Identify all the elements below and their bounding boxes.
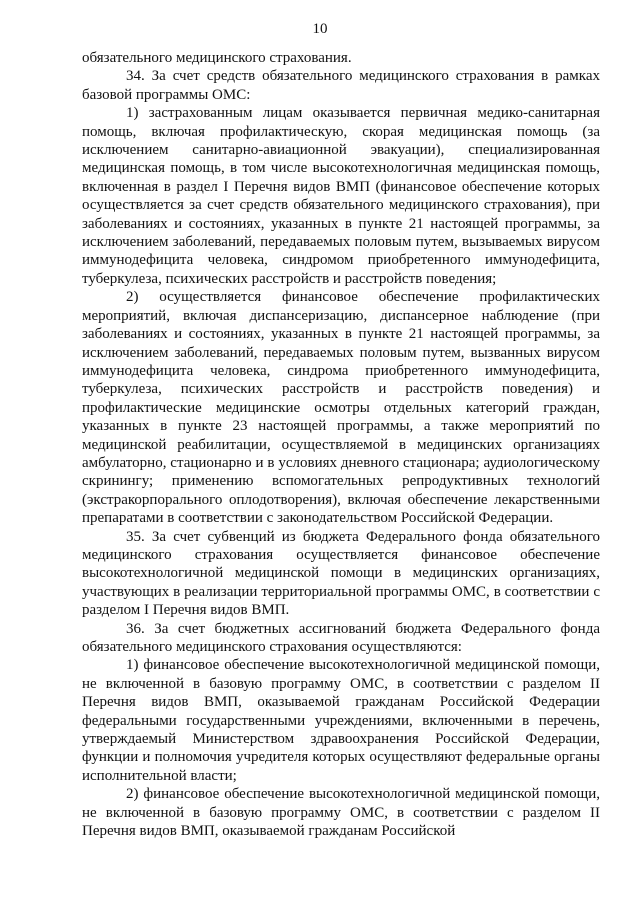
paragraph-item-36-2: 2) финансовое обеспечение высокотехнологичной медицинской помощи, не включенной в базовую программу ОМС, в соответствии с разделом II Перечня видов ВМП, оказываемой гражданам Российской — [82, 786, 600, 840]
paragraph-item-36-1: 1) финансовое обеспечение высокотехнологичной медицинской помощи, не включенной в базовую программу ОМС, в соответствии с разделом II Перечня видов ВМП, оказываемой гражданам Российской Федерации федеральными государственными учреждениями, включенными в перечень, утверждаемый Министерством здравоохранения Российской Федерации, функции и полномочия учредителя которых осуществляют федеральные органы исполнительной власти; — [82, 657, 600, 784]
paragraph-continuation: обязательного медицинского страхования. — [82, 50, 352, 66]
paragraph-item-36: 36. За счет бюджетных ассигнований бюджета Федерального фонда обязательного медицинского страхования осуществляются: — [82, 620, 600, 655]
paragraph-item-34-2: 2) осуществляется финансовое обеспечение профилактических мероприятий, включая диспансеризацию, диспансерное наблюдение (при заболеваниях и состояниях, указанных в пункте 21 настоящей программы, за исключением заболеваний, передаваемых половым путем, вызванных вирусом иммунодефицита человека, синдрома приобретенного иммунодефицита, туберкулеза, психических расстройств и расстройств поведения) и профилактические медицинские осмотры отдельных категорий граждан, указанных в пункте 23 настоящей программы, а также мероприятий по медицинской реабилитации, осуществляемой в медицинских организациях амбулаторно, стационарно и в условиях дневного стационара; аудиологическому скринингу; применению вспомогательных репродуктивных технологий (экстракорпорального оплодотворения), включая обеспечение лекарственными препаратами в соответствии с законодательством Российской Федерации. — [82, 289, 600, 527]
document-body — [82, 49, 600, 840]
page-number: 10 — [312, 21, 328, 37]
paragraph-item-34: 34. За счет средств обязательного медицинского страхования в рамках базовой программы ОМС: — [82, 68, 600, 103]
paragraph-item-34-1: 1) застрахованным лицам оказывается первичная медико-санитарная помощь, включая профилактическую, скорая медицинская помощь (за исключением санитарно-авиационной эвакуации), специализированная медицинская помощь, в том числе высокотехнологичная медицинская помощь, включенная в раздел I Перечня видов ВМП (финансовое обеспечение которых осуществляется за счет средств обязательного медицинского страхования), при заболеваниях и состояниях, указанных в пункте 21 настоящей программы, за исключением заболеваний, передаваемых половым путем, вызываемых вирусом иммунодефицита человека, синдромом приобретенного иммунодефицита, туберкулеза, психических расстройств и расстройств поведения; — [82, 105, 600, 287]
paragraph-item-35: 35. За счет субвенций из бюджета Федерального фонда обязательного медицинского страхования осуществляется финансовое обеспечение высокотехнологичной медицинской помощи в медицинских организациях, участвующих в реализации территориальной программы ОМС, в соответствии с разделом I Перечня видов ВМП. — [82, 528, 600, 619]
